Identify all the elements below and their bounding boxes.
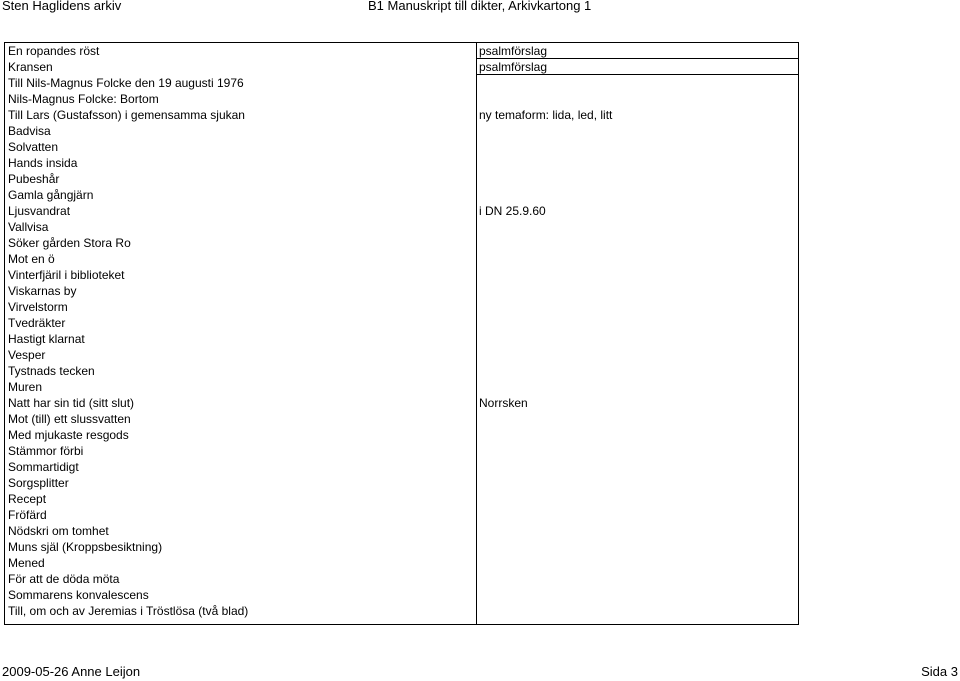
poem-title: Sorgsplitter (8, 476, 69, 490)
note-cell-frame (476, 603, 798, 619)
note-cell-frame (476, 251, 798, 267)
note-cell-frame (476, 155, 798, 171)
poem-title: Ljusvandrat (8, 204, 71, 218)
note-cell-frame (476, 139, 798, 155)
table-row (5, 427, 798, 443)
table-row (5, 107, 798, 123)
poem-title: Med mjukaste resgods (8, 428, 129, 442)
table-row (5, 267, 798, 283)
note-cell-frame (476, 459, 798, 475)
table-row (5, 587, 798, 603)
poem-title: Pubeshår (8, 172, 60, 186)
poem-title: Stämmor förbi (8, 444, 84, 458)
poem-title: Till, om och av Jeremias i Tröstlösa (två blad) (8, 604, 249, 618)
page-number: Sida 3 (921, 664, 958, 679)
table-row (5, 75, 798, 91)
note-cell-frame (476, 91, 798, 107)
poem-title: Muren (8, 380, 43, 394)
table-row (5, 251, 798, 267)
footer-date-author: 2009-05-26 Anne Leijon (2, 664, 141, 679)
poem-title: Kransen (8, 60, 53, 74)
note-cell-frame (476, 571, 798, 587)
note-cell-frame (476, 427, 798, 443)
table-row (5, 171, 798, 187)
poem-title: Söker gården Stora Ro (8, 236, 131, 250)
document-title: B1 Manuskript till dikter, Arkivkartong 1 (368, 0, 592, 13)
poem-title: Vinterfjäril i biblioteket (8, 268, 125, 282)
poem-title: Sommarens konvalescens (8, 588, 149, 602)
table-row (5, 347, 798, 363)
poem-title: Vesper (8, 348, 46, 362)
table-row (5, 459, 798, 475)
poem-title: Mot en ö (8, 252, 55, 266)
note-cell-frame (476, 555, 798, 571)
table-row (5, 523, 798, 539)
note-cell-frame (476, 299, 798, 315)
poem-title: Nödskri om tomhet (8, 524, 109, 538)
table-row (5, 299, 798, 315)
poem-title: Hastigt klarnat (8, 332, 85, 346)
poem-title: Nils-Magnus Folcke: Bortom (8, 92, 159, 106)
poem-title: Vallvisa (8, 220, 49, 234)
note-cell-frame (476, 75, 798, 91)
poem-note: Norrsken (479, 396, 528, 410)
poem-title: Till Nils-Magnus Folcke den 19 augusti 1976 (8, 76, 244, 90)
note-cell-frame (476, 507, 798, 523)
table-row (5, 43, 798, 59)
poem-title: Till Lars (Gustafsson) i gemensamma sjukan (8, 108, 245, 122)
note-cell-frame (476, 379, 798, 395)
poem-note: i DN 25.9.60 (479, 204, 546, 218)
table-row (5, 203, 798, 219)
table-row (5, 507, 798, 523)
table-row (5, 491, 798, 507)
table-row (5, 315, 798, 331)
table-row (5, 283, 798, 299)
poem-title: Muns själ (Kroppsbesiktning) (8, 540, 163, 554)
table-row (5, 139, 798, 155)
poem-title: Virvelstorm (8, 300, 68, 314)
poem-title: Recept (8, 492, 47, 506)
poem-title: Tvedräkter (8, 316, 66, 330)
note-cell-frame (476, 315, 798, 331)
poem-title: Mened (8, 556, 45, 570)
table-row (5, 539, 798, 555)
poem-title: En ropandes röst (8, 44, 100, 58)
poem-note: psalmförslag (479, 60, 548, 74)
poem-title: Fröfärd (8, 508, 47, 522)
table-row (5, 155, 798, 171)
note-cell-frame (476, 491, 798, 507)
note-cell-frame (476, 475, 798, 491)
note-cell-frame (476, 283, 798, 299)
poem-title: Tystnads tecken (8, 364, 95, 378)
poem-title: För att de döda möta (8, 572, 120, 586)
table-row (5, 59, 798, 75)
note-cell-frame (476, 539, 798, 555)
note-cell-frame (476, 363, 798, 379)
note-cell-frame (476, 267, 798, 283)
table-row (5, 395, 798, 411)
table-row (5, 379, 798, 395)
note-cell-frame (476, 235, 798, 251)
table-row (5, 363, 798, 379)
note-cell-frame (476, 171, 798, 187)
table-row (5, 123, 798, 139)
poem-title: Badvisa (8, 124, 51, 138)
table-row (5, 411, 798, 427)
note-cell-frame (476, 587, 798, 603)
table-row (5, 603, 798, 619)
note-cell-frame (476, 331, 798, 347)
poem-note: psalmförslag (479, 44, 548, 58)
manuscript-table (4, 42, 799, 625)
poem-title: Gamla gångjärn (8, 188, 94, 202)
table-row (5, 91, 798, 107)
note-cell-frame (476, 219, 798, 235)
note-cell-frame (476, 411, 798, 427)
poem-title: Mot (till) ett slussvatten (8, 412, 131, 426)
poem-title: Sommartidigt (8, 460, 79, 474)
table-row (5, 475, 798, 491)
note-cell-frame (476, 347, 798, 363)
note-cell-frame (476, 523, 798, 539)
table-row (5, 187, 798, 203)
note-cell-frame (476, 123, 798, 139)
table-row (5, 219, 798, 235)
poem-title: Hands insida (8, 156, 78, 170)
poem-title: Viskarnas by (8, 284, 77, 298)
note-cell-frame (476, 187, 798, 203)
poem-title: Solvatten (8, 140, 59, 154)
archive-name: Sten Haglidens arkiv (2, 0, 122, 13)
poem-note: ny temaform: lida, led, litt (479, 108, 613, 122)
table-row (5, 443, 798, 459)
table-row (5, 571, 798, 587)
table-row (5, 235, 798, 251)
poem-title: Natt har sin tid (sitt slut) (8, 396, 135, 410)
table-row (5, 555, 798, 571)
note-cell-frame (476, 443, 798, 459)
table-row (5, 331, 798, 347)
